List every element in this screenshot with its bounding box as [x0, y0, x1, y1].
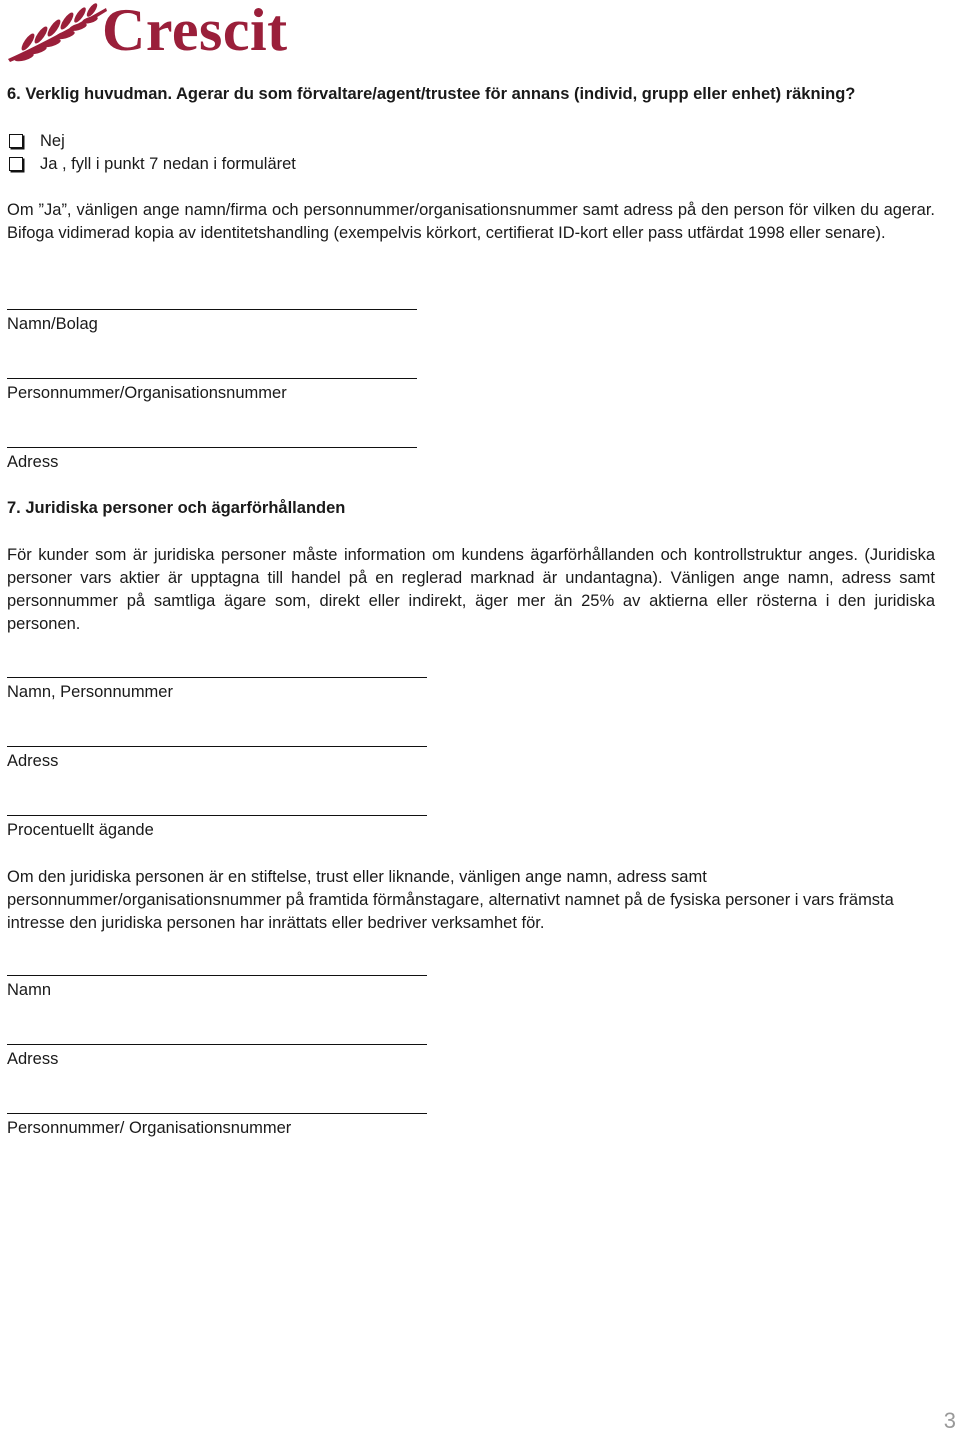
personnummer-input-line[interactable] — [7, 378, 417, 379]
page-number: 3 — [943, 1408, 956, 1433]
section-6-heading: 6. Verklig huvudman. Agerar du som förvaltare/agent/trustee för annans (individ, grupp eller enhet) räkning? — [7, 85, 856, 103]
instructions-line-1: Om ”Ja”, vänligen ange namn/firma och personnummer/organisationsnummer samt adress på den person för vilken du agerar. — [7, 201, 935, 219]
option-ja[interactable] — [9, 153, 296, 175]
option-label: Nej — [40, 131, 65, 150]
beneficiary-adress-input-line[interactable] — [7, 1044, 427, 1045]
checkbox[interactable] — [9, 134, 23, 148]
personnummer-label: Personnummer/Organisationsnummer — [7, 384, 287, 402]
laurel-branch-icon — [6, 2, 111, 64]
owner-adress-label: Adress — [7, 752, 59, 770]
owner-name-input-line[interactable] — [7, 677, 427, 678]
namn-bolag-label: Namn/Bolag — [7, 315, 98, 333]
checkbox[interactable] — [9, 157, 23, 171]
option-label: Ja , fyll i punkt 7 nedan i formuläret — [40, 154, 296, 173]
section-6-instructions — [7, 199, 935, 245]
instructions-line-2: Bifoga vidimerad kopia av identitetshandling (exempelvis körkort, certifierat ID-kort eller pass utfärdat 1998 eller senare). — [7, 224, 886, 242]
section-7-intro: För kunder som är juridiska personer måste information om kundens ägarförhållanden och kontrollstruktur anges. (Juridiska personer vars aktier är upptagna till handel på en reglerad marknad är undantagna). Vänligen ange namn, adress samt personnummer på samtliga ägare som, direkt eller indirekt, äger mer än 25% av aktierna eller rösterna i den juridiska personen. — [7, 546, 935, 633]
beneficiary-name-label: Namn — [7, 981, 52, 999]
option-nej[interactable] — [9, 130, 65, 152]
ownership-input-line[interactable] — [7, 815, 427, 816]
beneficiary-id-label: Personnummer/ Organisationsnummer — [7, 1119, 292, 1137]
section-7-heading: 7. Juridiska personer och ägarförhållanden — [7, 499, 346, 517]
brand-name: Crescit — [102, 0, 288, 63]
adress-label: Adress — [7, 453, 59, 471]
crescit-logo — [6, 2, 316, 66]
ownership-label: Procentuellt ägande — [7, 821, 154, 839]
foundation-text: Om den juridiska personen är en stiftelse, trust eller liknande, vänligen ange namn, adress samt personnummer/organisationsnummer på framtida förmånstagare, alternativt namnet på de fysiska personer i vars främsta intresse den juridiska personen har inrättats eller bedriver verksamhet för. — [7, 868, 894, 932]
beneficiary-id-input-line[interactable] — [7, 1113, 427, 1114]
beneficiary-adress-label: Adress — [7, 1050, 59, 1068]
owner-name-label: Namn, Personnummer — [7, 683, 173, 701]
namn-bolag-input-line[interactable] — [7, 309, 417, 310]
beneficiary-name-input-line[interactable] — [7, 975, 427, 976]
owner-adress-input-line[interactable] — [7, 746, 427, 747]
adress-input-line[interactable] — [7, 447, 417, 448]
